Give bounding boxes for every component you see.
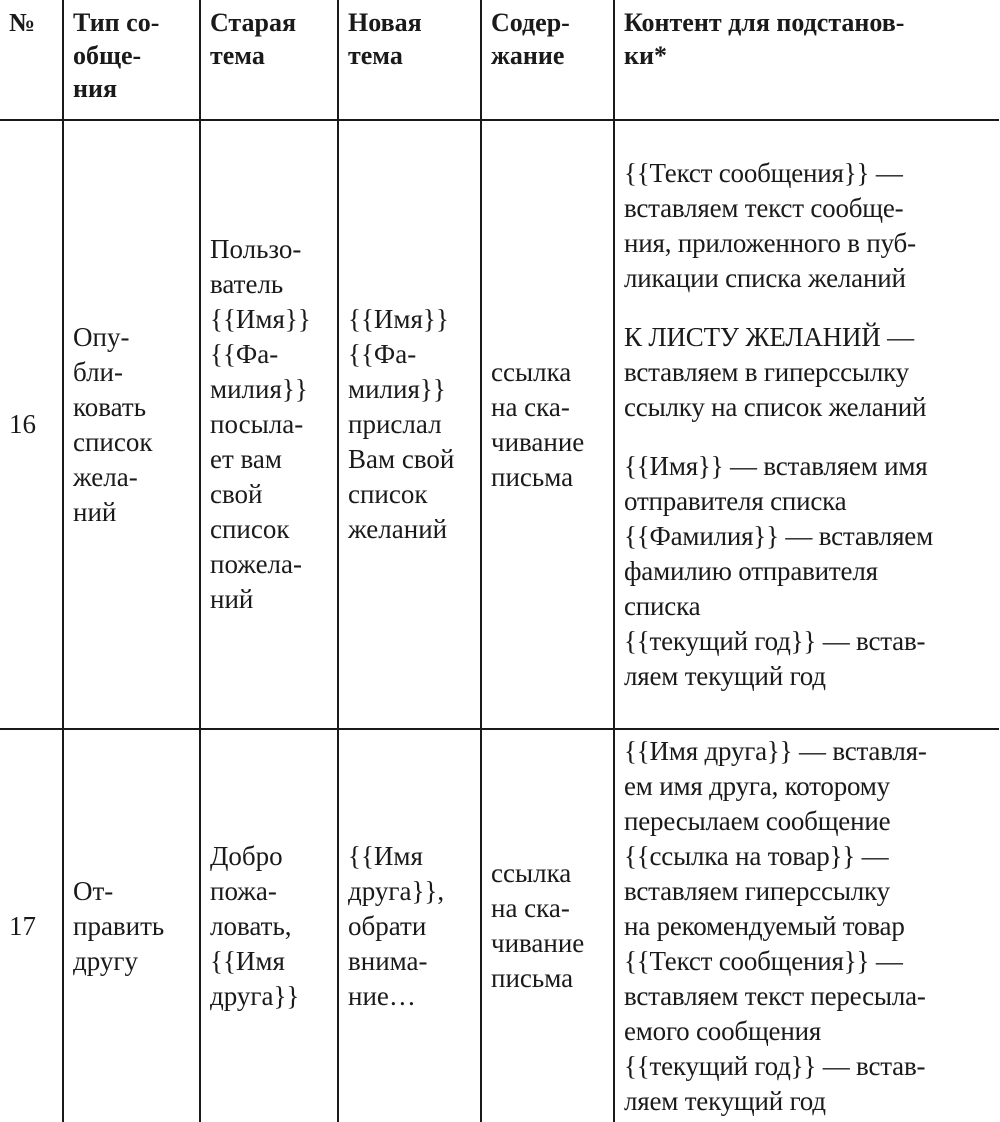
cell-line: обрати bbox=[348, 910, 427, 941]
cell-line: {{ссылка на товар}} — bbox=[624, 840, 889, 871]
cell-new-topic bbox=[338, 120, 481, 729]
cell-line: письма bbox=[491, 461, 574, 492]
cell-line: пожела- bbox=[210, 549, 303, 579]
cell-line: Опу- bbox=[73, 321, 130, 352]
cell-line: на ска- bbox=[491, 391, 570, 422]
cell-line: список bbox=[210, 514, 290, 544]
cell-line: {{Фамилия}} — вставляем bbox=[624, 520, 933, 551]
cell-line: чивание bbox=[491, 928, 585, 958]
cell-line: жела- bbox=[73, 461, 138, 492]
cell-line: ватель bbox=[210, 269, 284, 299]
cell-line: править bbox=[73, 910, 165, 941]
cell-line: От- bbox=[73, 875, 114, 906]
cell-line: письма bbox=[491, 963, 574, 993]
cell-old-topic bbox=[200, 120, 338, 729]
cell-new-topic bbox=[338, 729, 481, 1122]
cell-line: на ска- bbox=[491, 893, 570, 923]
cell-line: ния, приложенного в пуб- bbox=[624, 227, 916, 258]
cell-content bbox=[481, 120, 614, 729]
cell-substitution bbox=[614, 120, 999, 729]
cell-line: {{Имя друга}} — вставля- bbox=[624, 735, 927, 766]
cell-line: вставляем текст пересыла- bbox=[624, 980, 926, 1011]
cell-line: внима- bbox=[348, 945, 428, 976]
cell-message-type bbox=[63, 120, 200, 729]
cell-line: ссылка bbox=[491, 356, 572, 387]
cell-line: список bbox=[73, 426, 153, 457]
cell-line: бли- bbox=[73, 356, 123, 387]
header-line: Контент для подстанов- bbox=[624, 8, 905, 37]
cell-line: {{Текст сообщения}} — bbox=[624, 157, 903, 188]
paragraph-gap bbox=[624, 425, 990, 449]
cell-line: {{Имя}} bbox=[348, 304, 449, 334]
cell-line: отправителя списка bbox=[624, 485, 847, 516]
row-number: 17 bbox=[0, 729, 63, 1122]
table-row bbox=[0, 729, 999, 1122]
header-new-topic bbox=[338, 0, 481, 120]
cell-line: ссылка bbox=[491, 858, 572, 888]
cell-line: прислал bbox=[348, 409, 442, 439]
cell-line: посыла- bbox=[210, 409, 304, 439]
cell-message-type bbox=[63, 729, 200, 1122]
cell-line: пожа- bbox=[210, 875, 277, 906]
header-line: Старая bbox=[210, 8, 297, 37]
cell-line: пересылаем сообщение bbox=[624, 805, 891, 836]
cell-line: на рекомендуемый товар bbox=[624, 910, 905, 941]
table-row bbox=[0, 120, 999, 729]
cell-line: ет вам bbox=[210, 444, 282, 474]
header-line: Новая bbox=[348, 8, 422, 37]
cell-line: желаний bbox=[348, 514, 448, 544]
header-num: № bbox=[0, 0, 63, 120]
cell-line: друга}} bbox=[210, 980, 300, 1011]
cell-line: {{текущий год}} — встав- bbox=[624, 1050, 926, 1081]
cell-line: ковать bbox=[73, 391, 147, 422]
cell-line: милия}} bbox=[210, 374, 308, 404]
cell-line: {{Имя}} bbox=[210, 304, 311, 334]
header-line: обще- bbox=[73, 41, 142, 70]
cell-line: ний bbox=[73, 496, 117, 527]
cell-line: чивание bbox=[491, 426, 585, 457]
cell-line: свой bbox=[210, 479, 263, 509]
cell-substitution bbox=[614, 729, 999, 1122]
header-line: жание bbox=[491, 41, 565, 70]
cell-line: {{Фа- bbox=[348, 339, 417, 369]
cell-line: ликации списка желаний bbox=[624, 262, 906, 293]
cell-line: {{Текст сообщения}} — bbox=[624, 945, 903, 976]
table-header-row bbox=[0, 0, 999, 120]
cell-line: {{Имя bbox=[348, 840, 423, 871]
cell-line: ний bbox=[210, 584, 254, 614]
cell-line: {{текущий год}} — встав- bbox=[624, 625, 926, 656]
cell-line: фамилию отправителя bbox=[624, 555, 878, 586]
cell-line: милия}} bbox=[348, 374, 446, 404]
cell-line: друга}}, bbox=[348, 875, 445, 906]
cell-line: ляем текущий год bbox=[624, 660, 826, 691]
header-content bbox=[481, 0, 614, 120]
cell-line: другу bbox=[73, 945, 138, 976]
cell-line: ем имя друга, которому bbox=[624, 770, 890, 801]
cell-line: К ЛИСТУ ЖЕЛАНИЙ — bbox=[624, 321, 914, 352]
cell-line: вставляем гиперссылку bbox=[624, 875, 890, 906]
cell-line: {{Имя}} — вставляем имя bbox=[624, 450, 928, 481]
cell-old-topic bbox=[200, 729, 338, 1122]
paragraph-gap bbox=[624, 296, 990, 320]
cell-line: Вам свой bbox=[348, 444, 455, 474]
cell-line: Пользо- bbox=[210, 234, 302, 264]
cell-line: {{Фа- bbox=[210, 339, 279, 369]
cell-line: списка bbox=[624, 590, 701, 621]
cell-line: емого сообщения bbox=[624, 1015, 822, 1046]
header-line: тема bbox=[348, 41, 403, 70]
cell-line: ссылку на список желаний bbox=[624, 391, 927, 422]
cell-line: Добро bbox=[210, 840, 283, 871]
cell-line: список bbox=[348, 479, 428, 509]
cell-line: ляем текущий год bbox=[624, 1085, 826, 1116]
header-message-type bbox=[63, 0, 200, 120]
header-line: Содер- bbox=[491, 8, 570, 37]
header-substitution bbox=[614, 0, 999, 120]
cell-line: вставляем текст сообще- bbox=[624, 192, 904, 223]
cell-content bbox=[481, 729, 614, 1122]
cell-line: ние… bbox=[348, 980, 416, 1011]
row-number: 16 bbox=[0, 120, 63, 729]
header-old-topic bbox=[200, 0, 338, 120]
header-line: тема bbox=[210, 41, 265, 70]
cell-line: ловать, bbox=[210, 910, 292, 941]
header-line: ки* bbox=[624, 41, 667, 70]
header-line: Тип со- bbox=[73, 8, 160, 37]
header-line: ния bbox=[73, 74, 118, 103]
cell-line: вставляем в гиперссылку bbox=[624, 356, 909, 387]
cell-line: {{Имя bbox=[210, 945, 285, 976]
